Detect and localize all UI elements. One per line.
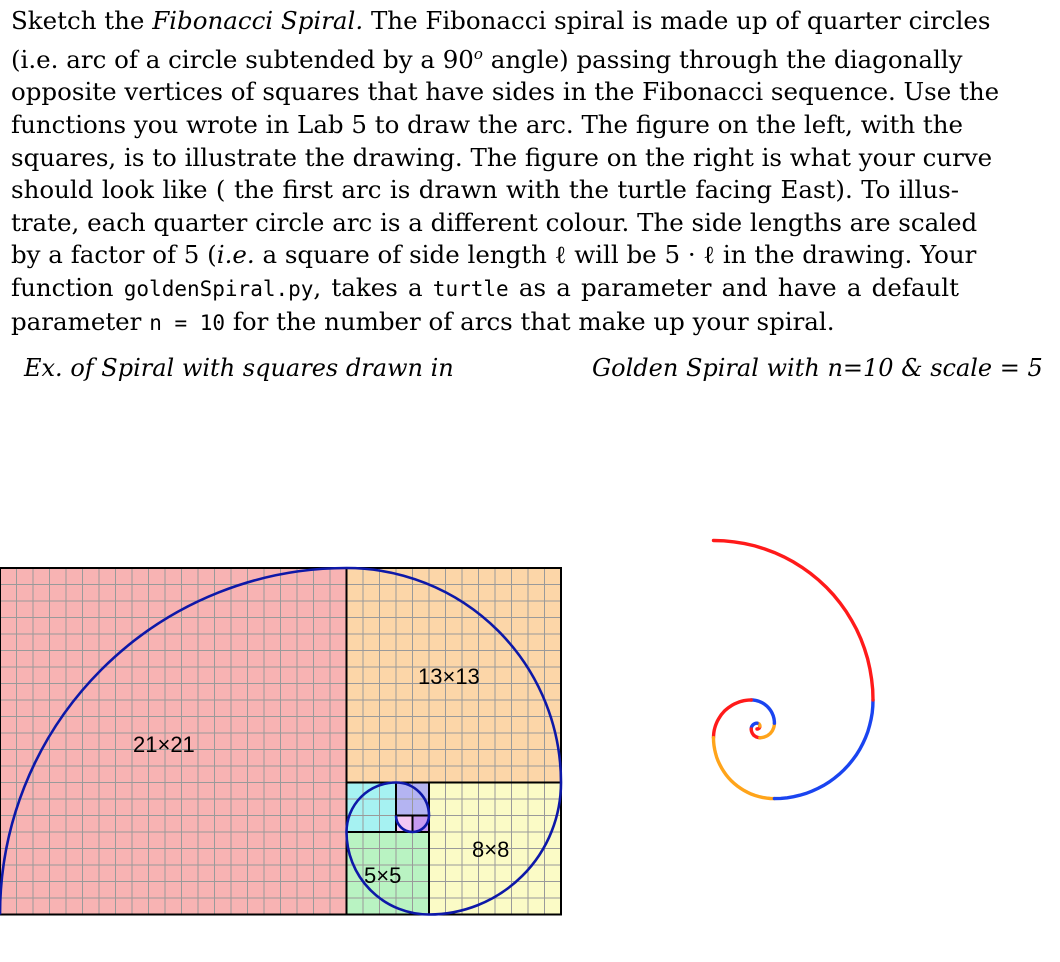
golden-spiral-figure	[640, 380, 1060, 920]
text-line-1: Sketch the Fibonacci Spiral. The Fibonacci spiral is made up of quarter circles	[11, 6, 991, 35]
right-figure-caption: Golden Spiral with n=10 & scale = 5	[592, 354, 1043, 382]
golden-spiral-arcs	[714, 541, 874, 799]
left-figure-caption: Ex. of Spiral with squares drawn in	[24, 354, 454, 382]
text-line-2: (i.e. arc of a circle subtended by a 90$^o$ angle) passing through the diagonally	[11, 44, 963, 74]
label-8x8: 8×8	[472, 837, 510, 862]
text-line-7: trate, each quarter circle arc is a different colour. The side lengths are scaled	[11, 207, 978, 237]
text-line-10: parameter n = 10 for the number of arcs that make up your spiral.	[11, 306, 835, 336]
fibonacci-squares-figure	[0, 560, 565, 920]
spiral-arc-8	[714, 738, 775, 799]
label-5x5: 5×5	[364, 863, 402, 888]
text-line-5: squares, is to illustrate the drawing. The figure on the right is what your curve	[11, 142, 993, 172]
spiral-arc-9	[774, 700, 873, 799]
text-line-4: functions you wrote in Lab 5 to draw the arc. The figure on the left, with the	[11, 109, 964, 139]
text-line-3: opposite vertices of squares that have sides in the Fibonacci sequence. Use the	[11, 77, 1000, 107]
spiral-arc-5	[760, 723, 775, 738]
spiral-arc-6	[751, 700, 774, 723]
spiral-arc-7	[714, 700, 752, 738]
spiral-arc-10	[714, 541, 874, 701]
text-line-8: by a factor of 5 (i.e. a square of side length ℓ will be 5 · ℓ in the drawing. Your	[11, 240, 977, 270]
text-line-9: function goldenSpiral.py, takes a turtle as a parameter and have a default	[11, 272, 959, 302]
problem-statement	[11, 5, 1000, 339]
text-line-6: should look like ( the first arc is drawn with the turtle facing East). To illus-	[11, 175, 959, 205]
label-13x13: 13×13	[418, 664, 480, 689]
label-21x21: 21×21	[133, 732, 195, 757]
